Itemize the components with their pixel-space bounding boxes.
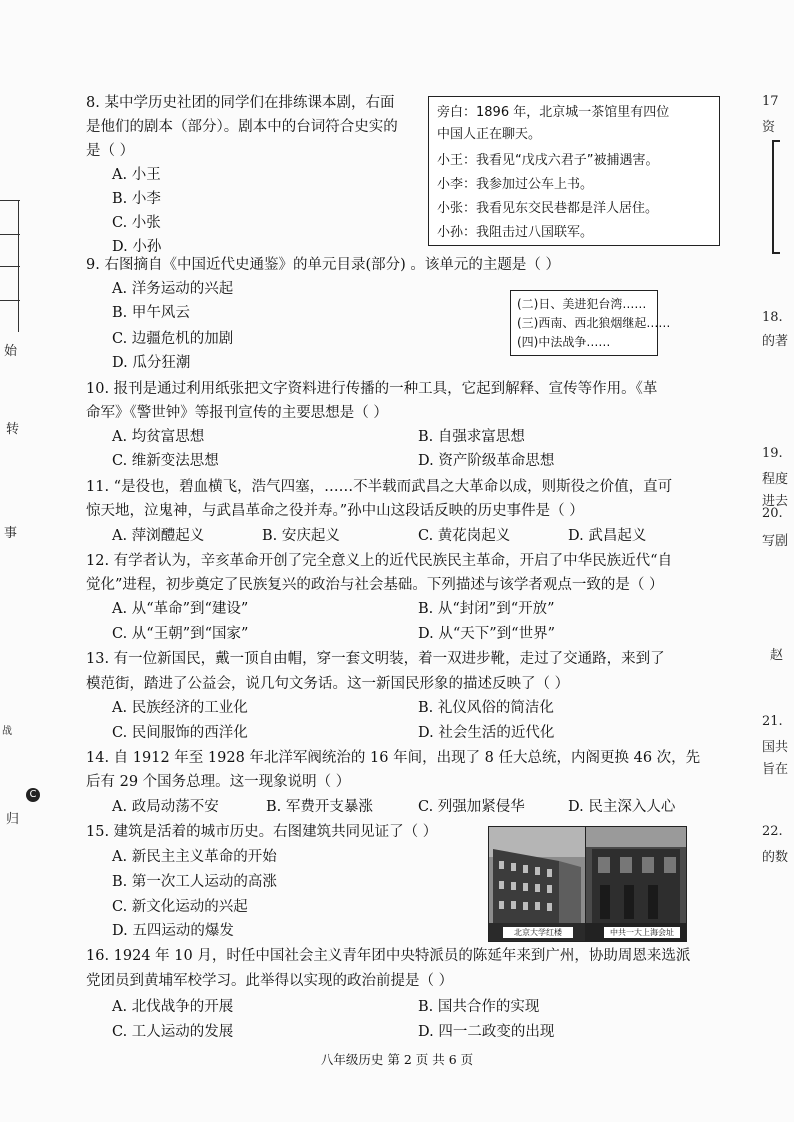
q10-option-c[interactable]: C. 维新变法思想 [112,453,219,469]
q12-stem-line1: 12. 有学者认为，辛亥革命开创了完全意义上的近代民族民主革命，开启了中华民族近代“自 [86,553,673,569]
q9-option-d[interactable]: D. 瓜分狂潮 [112,355,191,371]
right-margin-chengdu: 程度 [762,472,789,487]
q13-stem-line1: 13. 有一位新国民，戴一顶自由帽，穿一套文明装，着一双进步靴，走过了交通路，来到了 [86,651,665,667]
q13-option-c[interactable]: C. 民间服饰的西洋化 [112,725,248,741]
circle-c-icon: C [26,788,40,802]
q12-option-c[interactable]: C. 从“王朝”到“国家” [112,626,249,642]
photo-first-congress-site [585,826,687,942]
toc-line-1: (二)日、美进犯台湾…… [517,297,647,311]
q12-option-a[interactable]: A. 从“革命”到“建设” [112,601,249,617]
left-margin-char-2: 转 [6,422,20,437]
left-margin-char-4: 战 [2,726,12,737]
q8-option-a[interactable]: A. 小王 [112,167,161,183]
right-margin-zi: 资 [762,120,776,135]
left-margin-rule-1 [0,200,20,201]
page-footer: 八年级历史 第 2 页 共 6 页 [320,1052,474,1067]
script-line-1: 旁白：1896 年，北京城一茶馆里有四位 [437,105,670,120]
q10-option-b[interactable]: B. 自强求富思想 [418,429,525,445]
q8-option-b[interactable]: B. 小李 [112,191,161,207]
q11-stem-line2: 惊天地，泣鬼神，与武昌革命之役并寿。”孙中山这段话反映的历史事件是（ ） [86,503,584,519]
q11-option-c[interactable]: C. 黄花岗起义 [418,528,511,544]
script-line-4: 小李：我参加过公车上书。 [437,177,594,192]
q10-option-a[interactable]: A. 均贫富思想 [112,429,205,445]
right-margin-17: 17 [762,94,779,109]
q9-option-a[interactable]: A. 洋务运动的兴起 [112,281,234,297]
q11-option-d[interactable]: D. 武昌起义 [568,528,647,544]
right-margin-deshu: 的数 [762,850,789,865]
q14-stem-line1: 14. 自 1912 年至 1928 年北洋军阀统治的 16 年间，出现了 8 任大总统，内阁更换 46 次，先 [86,750,701,766]
right-margin-bracket [772,140,780,254]
q15-option-a[interactable]: A. 新民主主义革命的开始 [112,849,277,865]
right-margin-zhao: 赵 [770,648,784,663]
left-margin-vline [18,200,19,332]
q9-option-c[interactable]: C. 边疆危机的加剧 [112,331,234,347]
q16-option-b[interactable]: B. 国共合作的实现 [418,999,540,1015]
q16-stem-line2: 党团员到黄埔军校学习。此举得以实现的政治前提是（ ） [86,973,454,989]
right-margin-dezhu: 的著 [762,334,789,349]
right-margin-jinqu: 进去 [762,494,789,509]
q15-stem-line1: 15. 建筑是活着的城市历史。右图建筑共同见证了（ ） [86,824,438,840]
q9-toc-box [510,290,671,356]
q8-stem-line1: 8. 某中学历史社团的同学们在排练课本剧，右面 [86,95,395,111]
q15-option-b[interactable]: B. 第一次工人运动的高涨 [112,874,277,890]
right-margin-zhizai: 旨在 [762,762,789,777]
q8-option-c[interactable]: C. 小张 [112,215,161,231]
q16-option-a[interactable]: A. 北伐战争的开展 [112,999,234,1015]
q13-stem-line2: 模范街，踏进了公益会，说几句文务话。这一新国民形象的描述反映了（ ） [86,676,570,692]
q12-option-b[interactable]: B. 从“封闭”到“开放” [418,601,555,617]
right-margin-20: 20. [762,506,783,521]
q14-option-c[interactable]: C. 列强加紧侵华 [418,799,525,815]
toc-line-2: (三)西南、西北狼烟继起…… [517,316,671,330]
q8-stem-line2: 是他们的剧本（部分）。剧本中的台词符合史实的 [86,119,398,135]
left-margin-rule-2 [0,234,20,235]
q11-option-b[interactable]: B. 安庆起义 [262,528,340,544]
q14-option-b[interactable]: B. 军费开支暴涨 [266,799,373,815]
q8-script-box [428,96,720,246]
q11-stem-line1: 11. “是役也，碧血横飞，浩气四塞，……不半载而武昌之大革命以成，则斯役之价值，直可 [86,479,673,495]
left-margin-rule-3 [0,266,20,267]
q11-option-a[interactable]: A. 萍浏醴起义 [112,528,205,544]
q9-option-b[interactable]: B. 甲午风云 [112,305,190,321]
q14-option-d[interactable]: D. 民主深入人心 [568,799,676,815]
script-line-5: 小张：我看见东交民巷都是洋人居住。 [437,201,659,216]
q10-option-d[interactable]: D. 资产阶级革命思想 [418,453,555,469]
right-margin-18: 18. [762,310,783,325]
left-margin-char-3: 事 [4,526,18,541]
q16-stem-line1: 16. 1924 年 10 月，时任中国社会主义青年团中央特派员的陈延年来到广州，协助周恩来选派 [86,948,691,964]
q14-stem-line2: 后有 29 个国务总理。这一现象说明（ ） [86,774,351,790]
photo-caption-2: 中共一大上海会址 [604,927,680,938]
toc-line-3: (四)中法战争…… [517,335,611,349]
script-line-3: 小王：我看见“戊戌六君子”被捕遇害。 [437,153,659,168]
q10-stem-line1: 10. 报刊是通过利用纸张把文字资料进行传播的一种工具，它起到解释、宣传等作用。《革 [86,381,658,397]
q13-option-a[interactable]: A. 民族经济的工业化 [112,700,248,716]
right-margin-19: 19. [762,446,783,461]
left-margin-char-1: 始 [4,344,18,359]
q14-option-a[interactable]: A. 政局动荡不安 [112,799,219,815]
right-margin-guogong: 国共 [762,740,789,755]
script-line-2: 中国人正在聊天。 [437,127,542,142]
left-margin-char-5: 归 [6,812,20,827]
q10-stem-line2: 命军》《警世钟》等报刊宣传的主要思想是（ ） [86,405,388,421]
photo-caption-1: 北京大学红楼 [503,927,573,938]
q8-option-d[interactable]: D. 小孙 [112,239,162,255]
q8-stem-line3: 是（ ） [86,143,135,159]
q9-stem-line1: 9. 右图摘自《中国近代史通鉴》的单元目录(部分) 。该单元的主题是（ ） [86,257,560,273]
script-line-6: 小孙：我阻击过八国联军。 [437,225,594,240]
right-margin-22: 22. [762,824,783,839]
right-margin-xieju: 写剧 [762,534,789,549]
q13-option-b[interactable]: B. 礼仪风俗的简洁化 [418,700,554,716]
q16-option-c[interactable]: C. 工人运动的发展 [112,1024,234,1040]
q15-option-c[interactable]: C. 新文化运动的兴起 [112,899,248,915]
photo-peking-university-red-building [488,826,586,942]
q16-option-d[interactable]: D. 四一二政变的出现 [418,1024,555,1040]
q15-option-d[interactable]: D. 五四运动的爆发 [112,923,234,939]
q12-option-d[interactable]: D. 从“天下”到“世界” [418,626,555,642]
right-margin-21: 21. [762,714,783,729]
left-margin-rule-4 [0,300,20,301]
q12-stem-line2: 觉化”进程，初步奠定了民族复兴的政治与社会基础。下列描述与该学者观点一致的是（ ） [86,577,664,593]
q13-option-d[interactable]: D. 社会生活的近代化 [418,725,555,741]
